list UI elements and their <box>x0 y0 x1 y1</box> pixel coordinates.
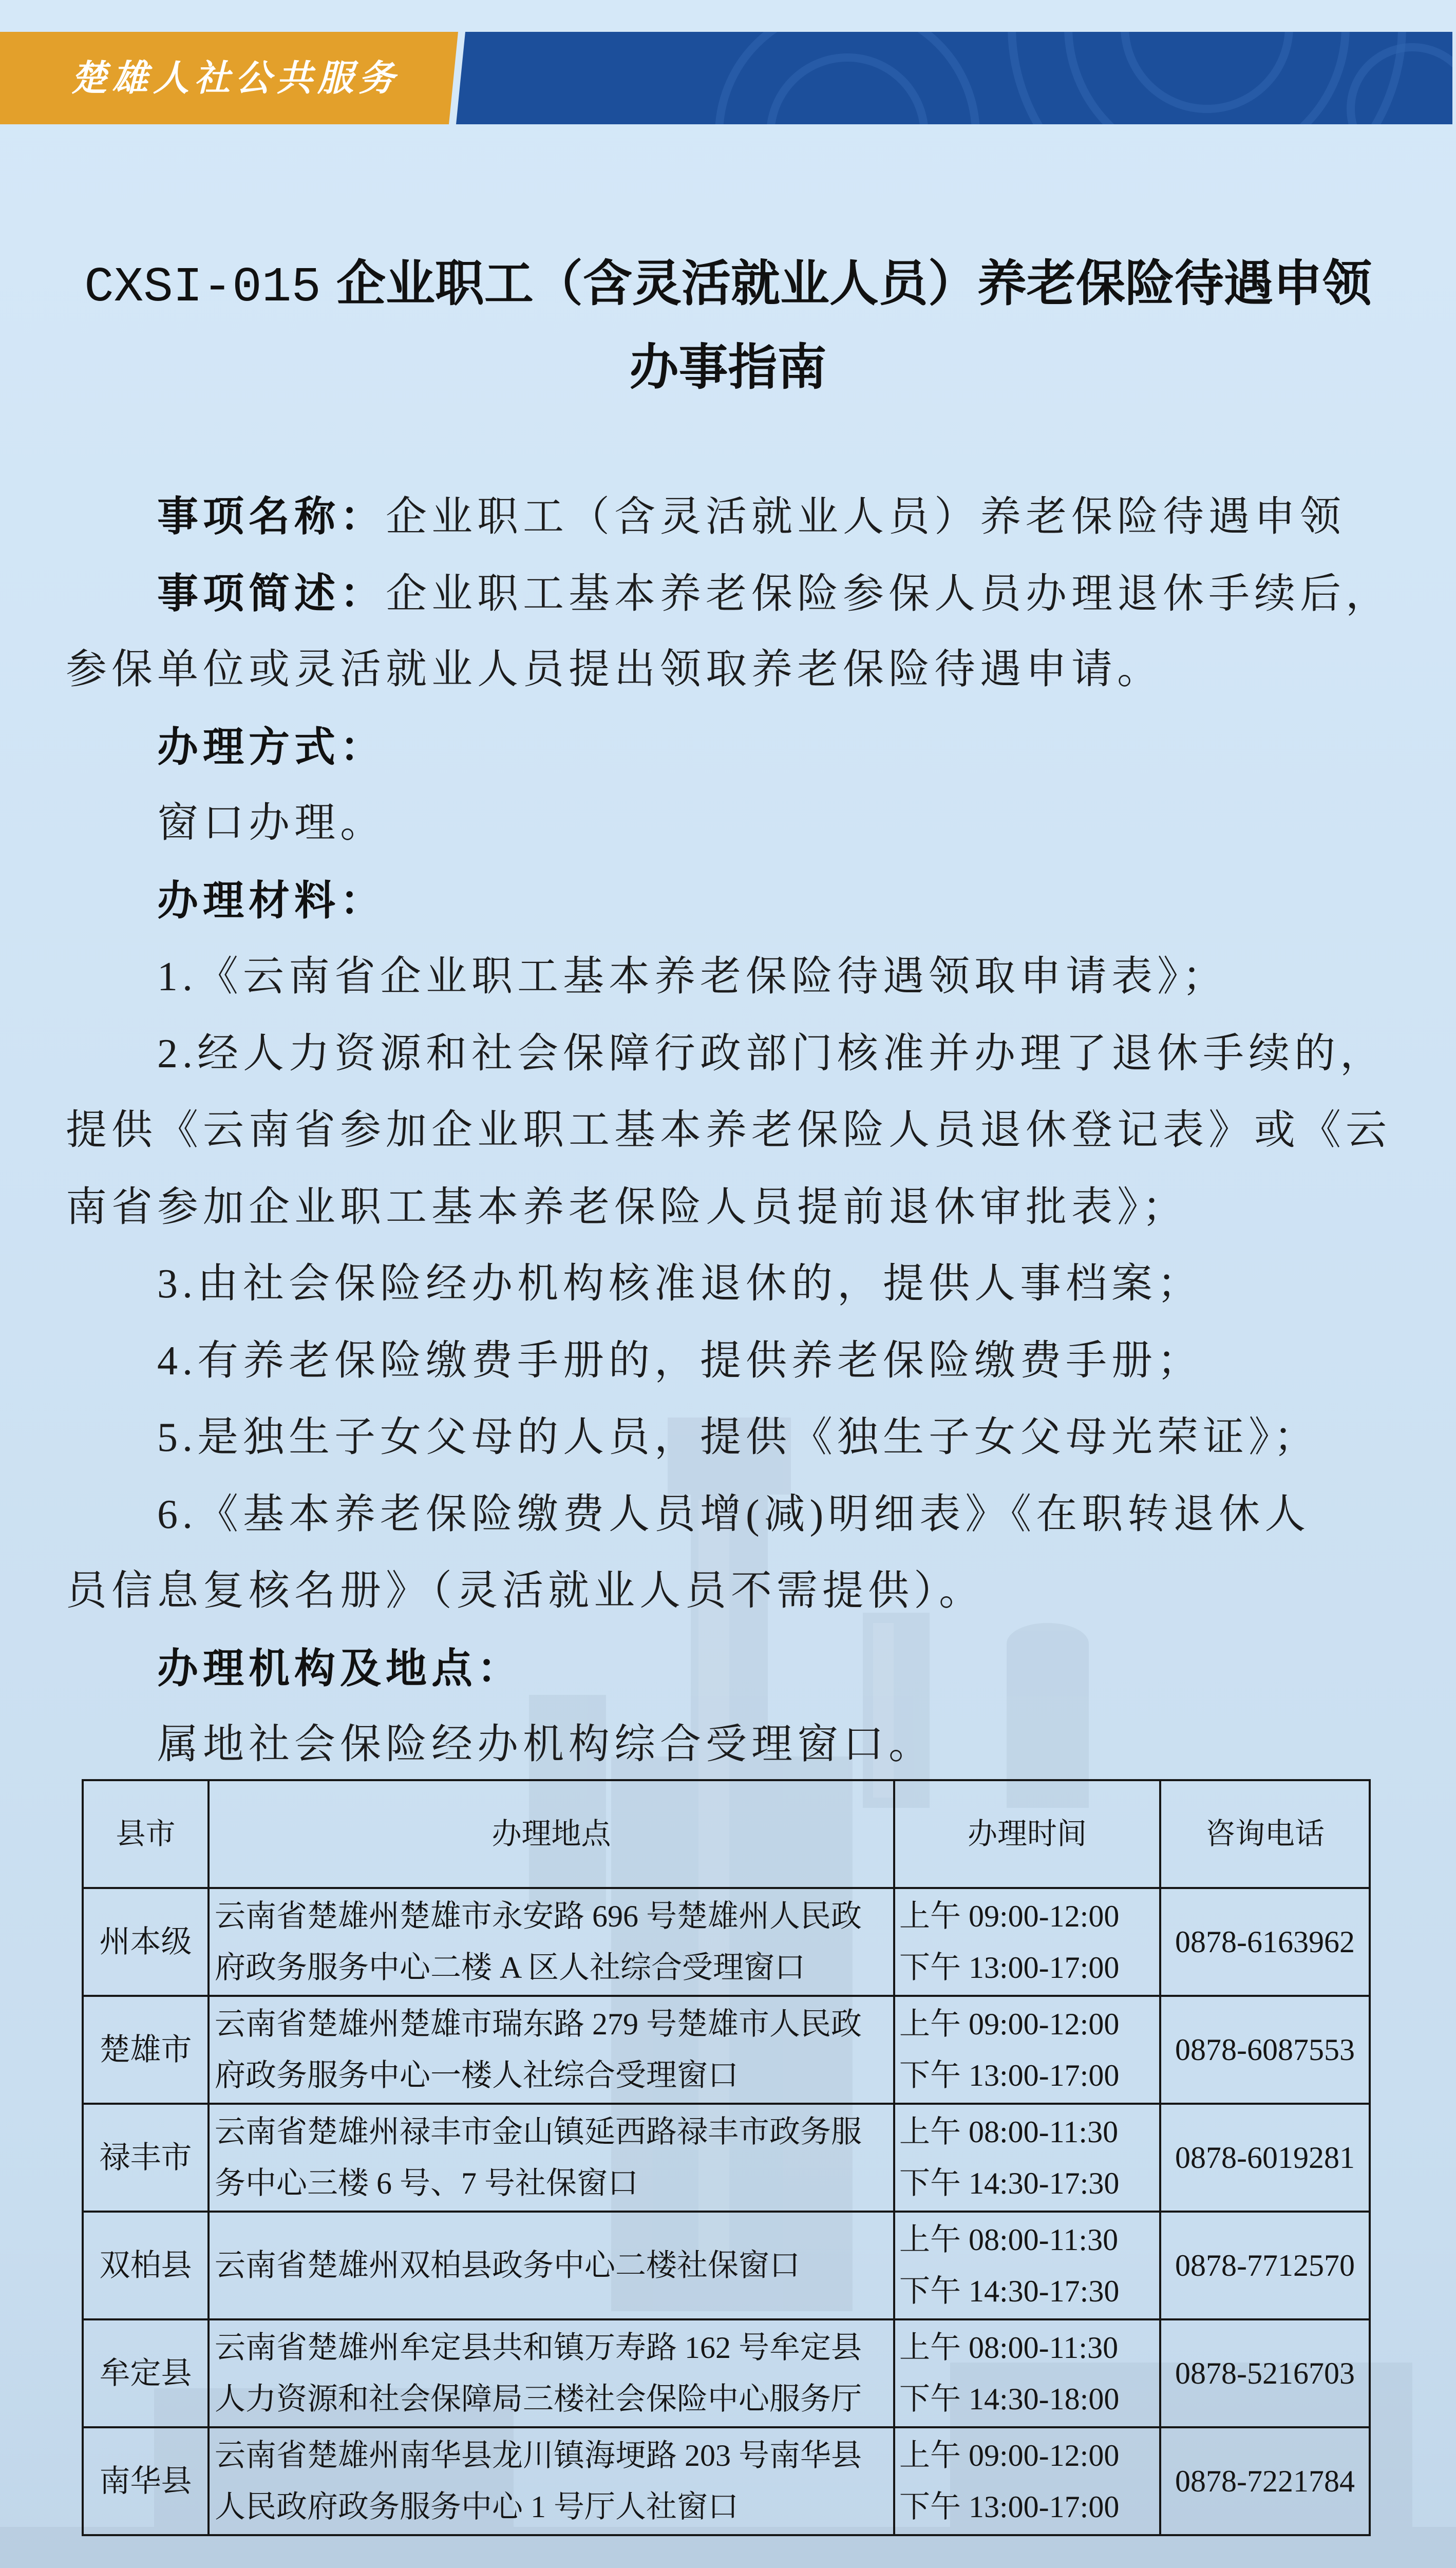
hours-morning: 上午 09:00-12:00 <box>899 2439 1120 2472</box>
location-heading <box>66 1630 1401 1707</box>
page-title <box>0 244 1456 408</box>
hours-cell <box>894 1996 1160 2104</box>
field-label: 办理方式： <box>157 724 386 770</box>
item-name-line <box>66 478 1401 555</box>
item-code: CXSI-015 <box>84 259 321 315</box>
address-line: 府政务服务中心一楼人社综合受理窗口 <box>215 2059 739 2092</box>
hours-morning: 上午 08:00-11:30 <box>899 2223 1119 2257</box>
hours-cell <box>894 2104 1160 2212</box>
table-row <box>83 1996 1370 2104</box>
hours-afternoon: 下午 14:30-17:30 <box>899 2166 1120 2200</box>
table-header-row <box>83 1780 1370 1888</box>
table-row <box>83 2319 1370 2427</box>
material-item-continued: 员信息复核名册》（灵活就业人员不需提供）。 <box>66 1569 985 1614</box>
hours-afternoon: 下午 13:00-17:00 <box>899 1951 1120 1985</box>
county-cell: 南华县 <box>83 2427 209 2535</box>
hours-cell <box>894 1888 1160 1996</box>
phone-cell: 0878-7221784 <box>1160 2427 1370 2535</box>
item-summary-text: 企业职工基本养老保险参保人员办理退休手续后， <box>386 571 1391 617</box>
material-item-continued: 南省参加企业职工基本养老保险人员提前退休审批表》； <box>66 1184 1188 1230</box>
hours-cell <box>894 2427 1160 2535</box>
item-name-value: 企业职工（含灵活就业人员）养老保险待遇申领 <box>386 495 1346 540</box>
material-item: 3.由社会保险经办机构核准退休的，提供人事档案； <box>157 1261 1203 1307</box>
hours-morning: 上午 09:00-12:00 <box>899 1899 1120 1933</box>
header-address: 办理地点 <box>209 1780 894 1888</box>
county-cell: 禄丰市 <box>83 2104 209 2212</box>
material-item: 2.经人力资源和社会保障行政部门核准并办理了退休手续的， <box>157 1031 1386 1077</box>
hours-morning: 上午 08:00-11:30 <box>899 2331 1119 2365</box>
table-row <box>83 1888 1370 1996</box>
item-summary-line <box>66 555 1401 632</box>
header-hours: 办理时间 <box>894 1780 1160 1888</box>
address-cell <box>209 2427 894 2535</box>
item-summary-text: 参保单位或灵活就业人员提出领取养老保险待遇申请。 <box>66 647 1163 692</box>
table-row <box>83 2427 1370 2535</box>
location-value: 属地社会保险经办机构综合受理窗口。 <box>157 1722 934 1767</box>
top-banner <box>0 32 1456 124</box>
address-line: 云南省楚雄州楚雄市瑞东路 279 号楚雄市人民政 <box>215 2007 862 2041</box>
county-cell: 州本级 <box>83 1888 209 1996</box>
guide-body <box>66 478 1401 1784</box>
field-label: 办理材料： <box>157 877 386 923</box>
address-line: 云南省楚雄州牟定县共和镇万寿路 162 号牟定县 <box>215 2331 862 2365</box>
address-line: 人力资源和社会保障局三楼社会保险中心服务厅 <box>215 2382 862 2416</box>
header-phone: 咨询电话 <box>1160 1780 1370 1888</box>
address-cell <box>209 1888 894 1996</box>
hours-afternoon: 下午 13:00-17:00 <box>899 2059 1120 2092</box>
hours-afternoon: 下午 14:30-17:30 <box>899 2274 1120 2308</box>
material-item: 4.有养老保险缴费手册的，提供养老保险缴费手册； <box>157 1338 1203 1384</box>
method-heading <box>66 709 1401 786</box>
method-value: 窗口办理。 <box>157 801 386 846</box>
phone-cell: 0878-7712570 <box>1160 2212 1370 2319</box>
address-cell <box>209 2212 894 2319</box>
hours-morning: 上午 08:00-11:30 <box>899 2115 1119 2149</box>
title-line-2: 办事指南 <box>629 340 827 395</box>
address-line: 云南省楚雄州禄丰市金山镇延西路禄丰市政务服 <box>215 2115 862 2149</box>
address-line: 云南省楚雄州南华县龙川镇海埂路 203 号南华县 <box>215 2439 862 2472</box>
phone-cell: 0878-6087553 <box>1160 1996 1370 2104</box>
phone-cell: 0878-6019281 <box>1160 2104 1370 2212</box>
address-cell <box>209 2104 894 2212</box>
phone-cell: 0878-6163962 <box>1160 1888 1370 1996</box>
field-label: 办理机构及地点： <box>157 1645 523 1691</box>
banner-blue-band <box>456 32 1452 124</box>
address-cell <box>209 1996 894 2104</box>
material-item: 1.《云南省企业职工基本养老保险待遇领取申请表》； <box>157 954 1228 999</box>
offices-table <box>82 1779 1371 2536</box>
title-line-1 <box>0 244 1456 328</box>
county-cell: 双柏县 <box>83 2212 209 2319</box>
field-label: 事项名称： <box>157 494 386 539</box>
address-line: 云南省楚雄州楚雄市永安路 696 号楚雄州人民政 <box>215 1899 862 1933</box>
hours-afternoon: 下午 14:30-18:00 <box>899 2382 1120 2416</box>
brand-tag-text: 楚雄人社公共服务 <box>71 58 400 98</box>
address-line: 云南省楚雄州双柏县政务中心二楼社保窗口 <box>215 2249 800 2282</box>
item-summary-line <box>66 632 1401 709</box>
material-item: 5.是独生子女父母的人员，提供《独生子女父母光荣证》； <box>157 1415 1319 1460</box>
materials-heading <box>66 862 1401 939</box>
hours-morning: 上午 09:00-12:00 <box>899 2007 1120 2041</box>
county-cell: 牟定县 <box>83 2319 209 2427</box>
county-cell: 楚雄市 <box>83 1996 209 2104</box>
address-line: 务中心三楼 6 号、7 号社保窗口 <box>215 2166 638 2200</box>
header-county: 县市 <box>83 1780 209 1888</box>
table-row <box>83 2104 1370 2212</box>
phone-cell: 0878-5216703 <box>1160 2319 1370 2427</box>
field-label: 事项简述： <box>157 570 386 616</box>
title-text-line-1: 企业职工（含灵活就业人员）养老保险待遇申领 <box>336 256 1372 311</box>
material-item-continued: 提供《云南省参加企业职工基本养老保险人员退休登记表》或《云 <box>66 1108 1391 1153</box>
address-line: 人民政府政务服务中心 1 号厅人社窗口 <box>215 2490 739 2524</box>
table-row <box>83 2212 1370 2319</box>
hours-afternoon: 下午 13:00-17:00 <box>899 2490 1120 2524</box>
hours-cell <box>894 2319 1160 2427</box>
material-item: 6.《基本养老保险缴费人员增(减)明细表》《在职转退休人 <box>157 1491 1311 1537</box>
address-line: 府政务服务中心二楼 A 区人社综合受理窗口 <box>215 1951 806 1985</box>
address-cell <box>209 2319 894 2427</box>
hours-cell <box>894 2212 1160 2319</box>
